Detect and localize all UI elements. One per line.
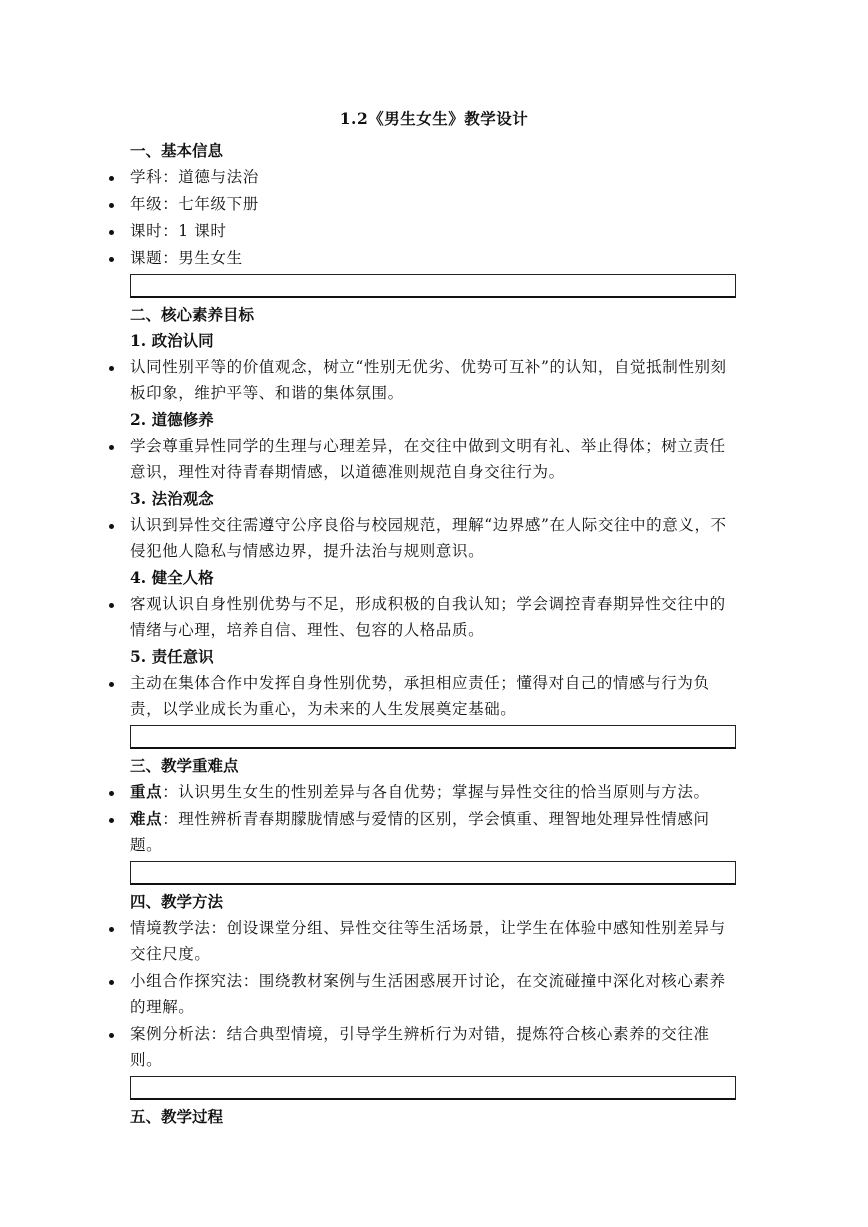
rule-of-law-list <box>130 512 738 564</box>
subheading-responsibility: 5. 责任意识 <box>130 647 214 666</box>
key-point-label: 重点 <box>130 782 163 801</box>
list-item-moral-cultivation: 学会尊重异性同学的生理与心理差异，在交往中做到文明有礼、举止得体；树立责任意识，理性对待青春期情感，以道德准则规范自身交往行为。 <box>130 433 738 485</box>
moral-cultivation-list <box>130 433 738 485</box>
section-heading-teaching-process: 五、教学过程 <box>130 1107 224 1126</box>
basic-info-list <box>130 164 738 271</box>
list-item-situational-method: 情境教学法：创设课堂分组、异性交往等生活场景，让学生在体验中感知性别差异与交往尺度。 <box>130 915 738 967</box>
key-difficult-list <box>130 779 738 858</box>
subheading-rule-of-law: 3. 法治观念 <box>130 489 214 508</box>
difficult-point-label: 难点 <box>130 809 163 828</box>
subheading-political-identity: 1. 政治认同 <box>130 331 214 350</box>
document-content <box>130 108 738 1129</box>
section-heading-teaching-methods: 四、教学方法 <box>130 892 224 911</box>
list-item-periods: 课时：1 课时 <box>130 218 738 244</box>
section-heading-core-goals: 二、核心素养目标 <box>130 305 255 324</box>
empty-table-separator <box>130 861 736 885</box>
sound-personality-list <box>130 591 738 643</box>
subheading-sound-personality: 4. 健全人格 <box>130 568 214 587</box>
list-item-responsibility: 主动在集体合作中发挥自身性别优势，承担相应责任；懂得对自己的情感与行为负责，以学业成长为重心，为未来的人生发展奠定基础。 <box>130 670 738 722</box>
document-title: 1.2《男生女生》教学设计 <box>339 109 529 128</box>
list-item-political-identity: 认同性别平等的价值观念，树立“性别无优劣、优势可互补”的认知，自觉抵制性别刻板印象，维护平等、和谐的集体氛围。 <box>130 354 738 406</box>
subheading-moral-cultivation: 2. 道德修养 <box>130 410 214 429</box>
responsibility-list <box>130 670 738 722</box>
section-heading-key-difficult-points: 三、教学重难点 <box>130 756 239 775</box>
list-item-key-point <box>130 779 738 805</box>
teaching-methods-list <box>130 915 738 1073</box>
empty-table-separator <box>130 725 736 749</box>
list-item-difficult-point <box>130 806 738 858</box>
political-identity-list <box>130 354 738 406</box>
list-item-case-method: 案例分析法：结合典型情境，引导学生辨析行为对错，提炼符合核心素养的交往准则。 <box>130 1021 738 1073</box>
list-item-group-method: 小组合作探究法：围绕教材案例与生活困惑展开讨论，在交流碰撞中深化对核心素养的理解。 <box>130 968 738 1020</box>
empty-table-separator <box>130 1076 736 1100</box>
empty-table-separator <box>130 274 736 298</box>
list-item-rule-of-law: 认识到异性交往需遵守公序良俗与校园规范，理解“边界感”在人际交往中的意义，不侵犯他人隐私与情感边界，提升法治与规则意识。 <box>130 512 738 564</box>
list-item-grade: 年级：七年级下册 <box>130 191 738 217</box>
list-item-subject: 学科：道德与法治 <box>130 164 738 190</box>
difficult-point-text: ：理性辨析青春期朦胧情感与爱情的区别，学会慎重、理智地处理异性情感问题。 <box>130 810 710 854</box>
section-heading-basic-info: 一、基本信息 <box>130 141 224 160</box>
list-item-sound-personality: 客观认识自身性别优势与不足，形成积极的自我认知；学会调控青春期异性交往中的情绪与心理，培养自信、理性、包容的人格品质。 <box>130 591 738 643</box>
list-item-topic: 课题：男生女生 <box>130 245 738 271</box>
key-point-text: ：认识男生女生的性别差异与各自优势；掌握与异性交往的恰当原则与方法。 <box>162 783 710 801</box>
